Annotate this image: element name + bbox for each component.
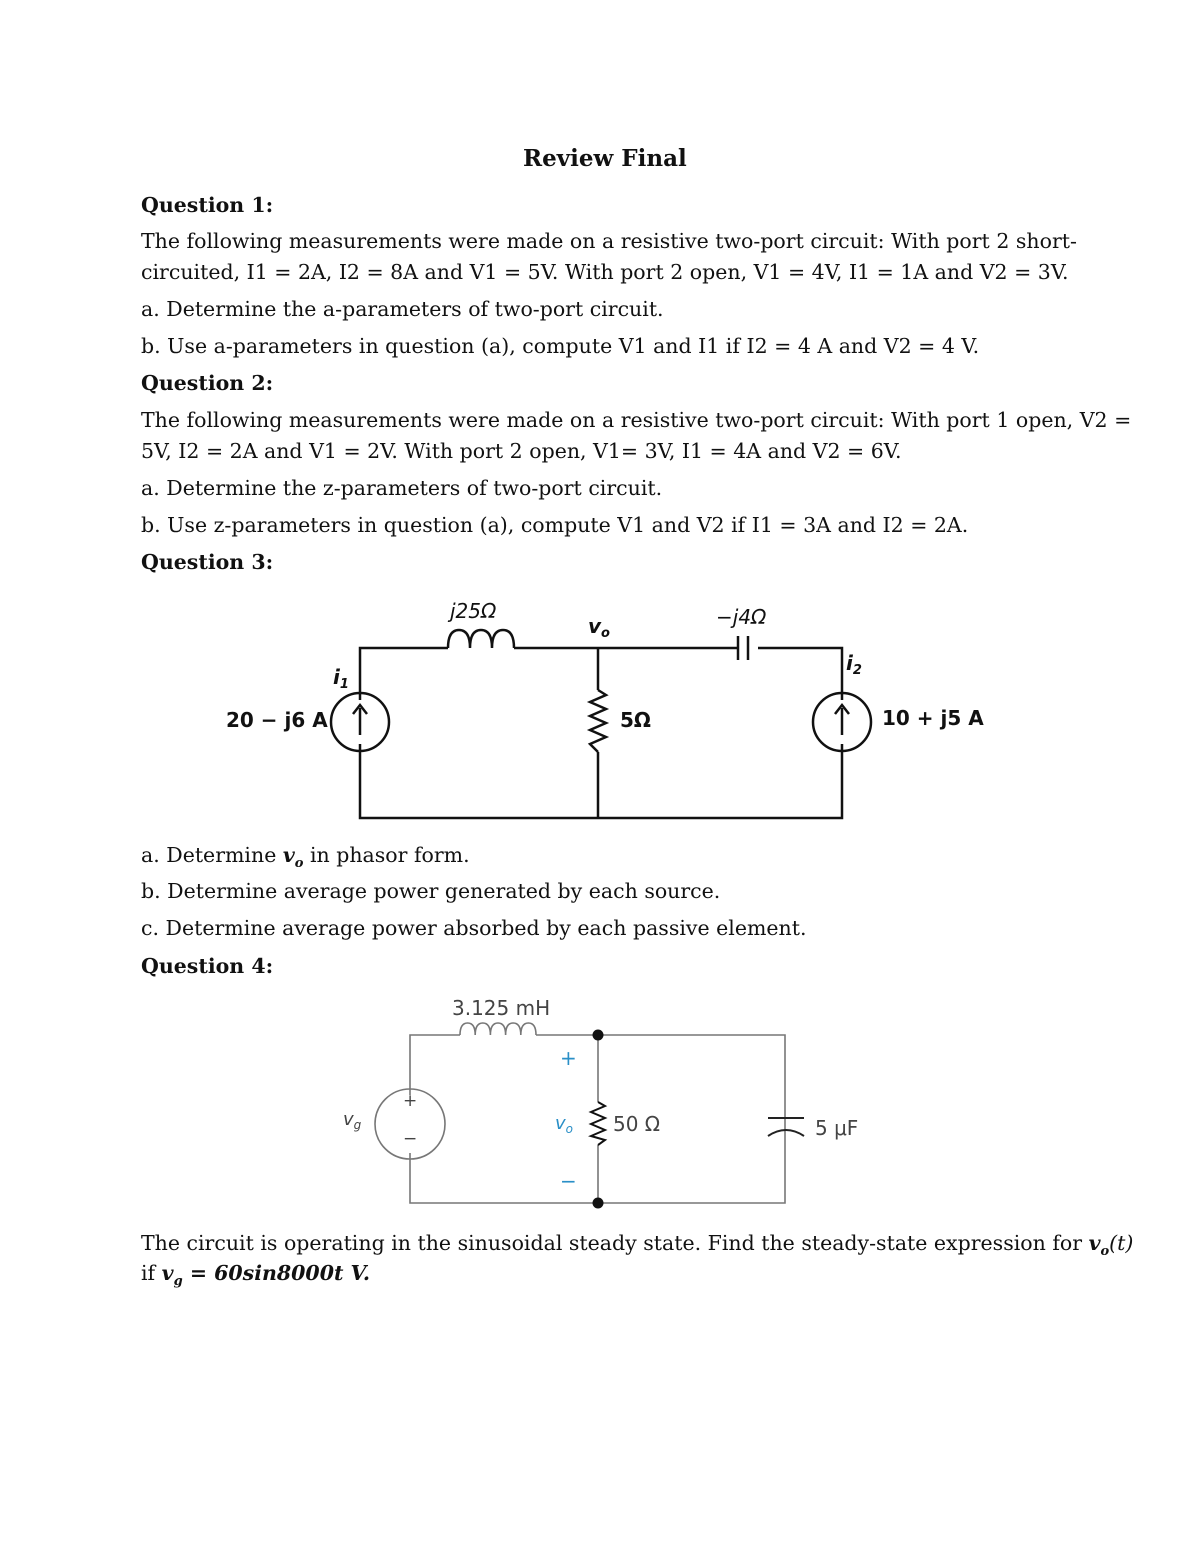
q4-resistor-symbol: [591, 1102, 605, 1145]
q4-capacitor-label: 5 μF: [815, 1116, 859, 1140]
page-title: Review Final: [523, 145, 687, 172]
question-1-part-a: a. Determine the a-parameters of two-port circuit.: [141, 297, 664, 321]
q4-line1-var-sub: o: [1100, 1244, 1110, 1260]
question-4-text-line-2: [141, 1263, 370, 1288]
q3-i1-label: i: [333, 665, 340, 689]
q3-inductor-symbol: [448, 630, 514, 648]
q3-source-left-label: 20 − j6 A: [226, 708, 328, 732]
q4-node-top: [593, 1030, 604, 1041]
q3-i2-label-sub: 2: [852, 663, 862, 678]
question-1-text-line-1: The following measurements were made on a resistive two-port circuit: With port 2 short-: [141, 229, 1077, 253]
q3-part-a-prefix: a. Determine: [141, 843, 283, 867]
question-2-part-a: a. Determine the z-parameters of two-port circuit.: [141, 476, 663, 500]
q4-source-plus: +: [403, 1091, 418, 1111]
q4-inductor-symbol: [460, 1023, 536, 1035]
q3-part-a-suffix: in phasor form.: [303, 843, 470, 867]
q3-inductor-label: j25Ω: [450, 599, 497, 623]
q3-i2-label: i: [846, 651, 853, 675]
question-2-part-b: b. Use z-parameters in question (a), compute V1 and V2 if I1 = 3A and I2 = 2A.: [141, 513, 969, 537]
q4-line2-rest: = 60sin8000t V.: [182, 1261, 371, 1285]
q4-vo-label: v: [555, 1113, 566, 1134]
q3-wire-bottom: [360, 744, 842, 818]
q4-vg-label: v: [343, 1109, 354, 1130]
q4-source-minus: −: [403, 1129, 418, 1149]
q3-node-label: v: [588, 614, 602, 638]
question-4-text-line-1: [141, 1233, 1133, 1258]
svg-text:vo: [555, 1113, 573, 1136]
q3-part-a-var: v: [282, 843, 295, 867]
q4-line2-prefix: if: [141, 1261, 162, 1285]
q3-i1-label-sub: 1: [339, 677, 349, 692]
svg-text:i2: [846, 651, 862, 678]
question-1-part-b: b. Use a-parameters in question (a), compute V1 and I1 if I2 = 4 A and V2 = 4 V.: [141, 334, 980, 358]
q4-line1-tail: (t): [1109, 1231, 1134, 1255]
question-4-heading: Question 4:: [141, 954, 274, 978]
q4-line1-prefix: The circuit is operating in the sinusoidal steady state. Find the steady-state expression for: [141, 1231, 1089, 1255]
question-3-part-c: c. Determine average power absorbed by each passive element.: [141, 916, 807, 940]
q3-source-right-label: 10 + j5 A: [882, 706, 984, 730]
q3-wire-left-top: [360, 648, 448, 700]
q4-vg-label-sub: g: [353, 1118, 362, 1132]
question-1-text-line-2: circuited, I1 = 2A, I2 = 8A and V1 = 5V. With port 2 open, V1 = 4V, I1 = 1A and V2 = 3V.: [141, 260, 1069, 284]
q3-wire-right-top: [758, 648, 842, 700]
svg-text:i1: [333, 665, 349, 692]
svg-text:vo: [588, 614, 610, 641]
q4-inductor-label: 3.125 mH: [452, 996, 551, 1020]
question-3-heading: Question 3:: [141, 550, 274, 574]
q4-line1-var: v: [1088, 1231, 1101, 1255]
question-2-text-line-2: 5V, I2 = 2A and V1 = 2V. With port 2 open, V1= 3V, I1 = 4A and V2 = 6V.: [141, 439, 902, 463]
question-3-part-b: b. Determine average power generated by each source.: [141, 879, 721, 903]
q4-capacitor-plate-bottom: [768, 1130, 804, 1136]
question-2-heading: Question 2:: [141, 371, 274, 395]
q3-part-a-var-sub: o: [294, 856, 304, 872]
question-3-part-a: [141, 845, 470, 870]
q3-capacitor-label: −j4Ω: [716, 605, 767, 629]
q4-node-bottom: [593, 1198, 604, 1209]
q4-vo-minus: −: [560, 1169, 577, 1193]
q3-node-label-sub: o: [601, 626, 610, 641]
q3-resistor-label: 5Ω: [620, 708, 651, 732]
q4-line2-var-sub: g: [173, 1274, 183, 1290]
q3-resistor-symbol: [590, 690, 606, 752]
q4-resistor-label: 50 Ω: [613, 1112, 661, 1136]
question-2-text-line-1: The following measurements were made on a resistive two-port circuit: With port 1 open, V2 =: [141, 408, 1132, 432]
q4-line2-var: v: [161, 1261, 174, 1285]
question-4-circuit-diagram: [375, 1023, 804, 1203]
q4-vo-label-sub: o: [565, 1122, 573, 1136]
question-1-heading: Question 1:: [141, 193, 274, 217]
q4-vo-plus: +: [560, 1046, 577, 1070]
svg-text:vg: [343, 1109, 362, 1132]
q4-wire-left-top: [410, 1035, 460, 1095]
